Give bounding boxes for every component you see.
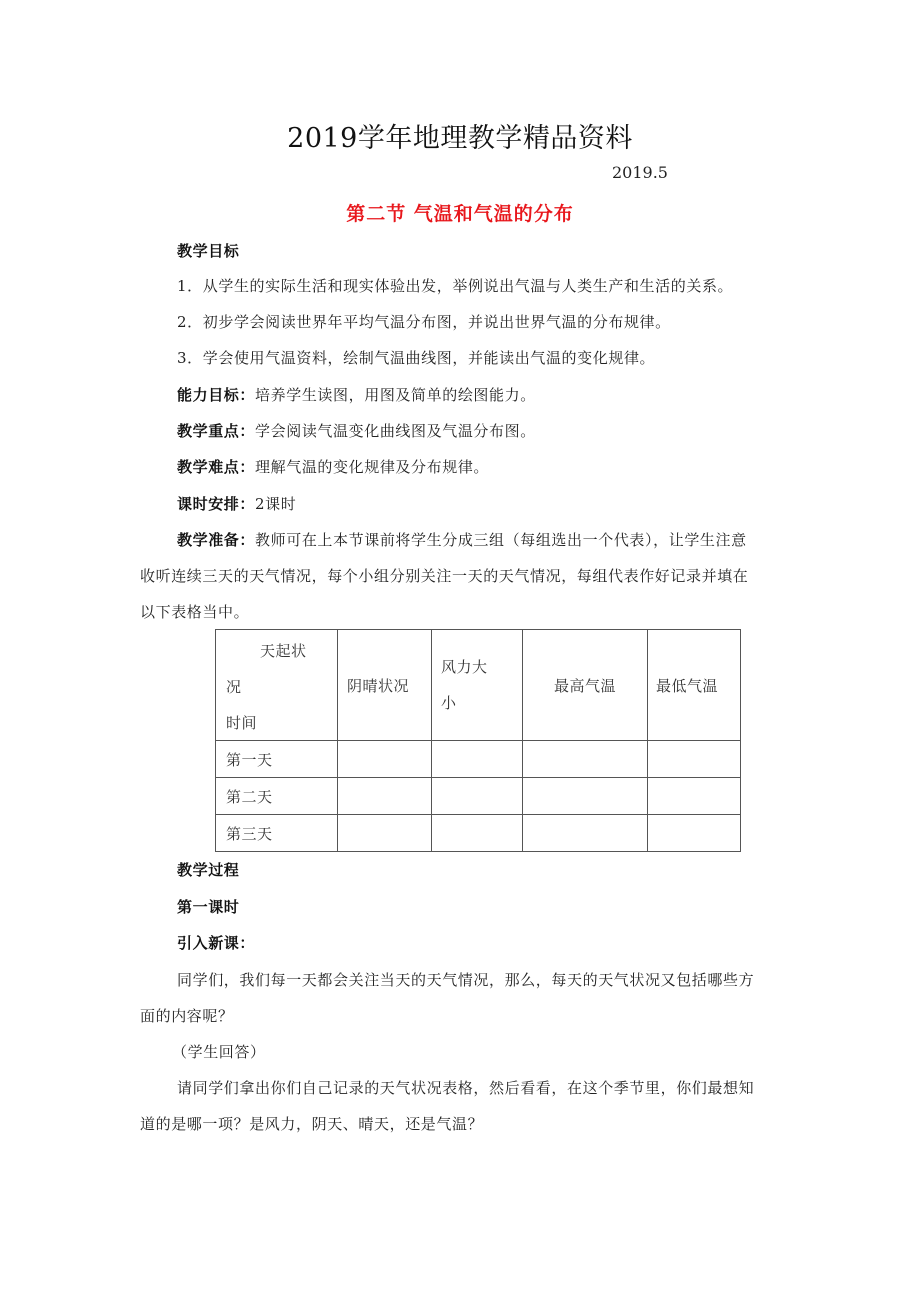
objectives-heading: 教学目标	[177, 242, 240, 260]
preparation-text: 教师可在上本节课前将学生分成三组（每组选出一个代表），让学生注意	[255, 531, 747, 549]
paragraph-line: 面的内容呢？	[140, 1007, 234, 1025]
ability-goal	[177, 385, 536, 405]
table-header-cell: 阴晴状况	[338, 630, 432, 741]
table-row	[216, 778, 741, 815]
table-corner-cell	[216, 630, 338, 741]
table-header-row	[216, 630, 741, 741]
paragraph-line: 请同学们拿出你们自己记录的天气状况表格，然后看看，在这个季节里，你们最想知	[177, 1079, 755, 1097]
section-title: 第二节 气温和气温的分布	[346, 203, 574, 225]
corner-bottom-label: 时间	[226, 714, 258, 732]
objective-item: 3．学会使用气温资料，绘制气温曲线图，并能读出气温的变化规律。	[177, 349, 656, 367]
table-cell	[338, 741, 432, 778]
preparation-line: 收听连续三天的天气情况，每个小组分别关注一天的天气情况，每组代表作好记录并填在	[140, 567, 749, 585]
ability-goal-text: 培养学生读图，用图及简单的绘图能力。	[255, 386, 536, 404]
class-hours-text: 2课时	[255, 495, 297, 513]
document-title: 2019学年地理教学精品资料	[287, 123, 633, 154]
teaching-focus-text: 学会阅读气温变化曲线图及气温分布图。	[255, 422, 536, 440]
wind-header-line2: 小	[441, 694, 457, 712]
paragraph-line: 道的是哪一项？是风力，阴天、晴天，还是气温？	[140, 1115, 484, 1133]
table-row	[216, 741, 741, 778]
table-cell	[523, 815, 648, 852]
table-cell	[432, 778, 523, 815]
document-date: 2019.5	[612, 163, 668, 182]
class-hours	[177, 494, 296, 514]
ability-goal-label: 能力目标：	[177, 386, 256, 404]
objective-item: 1．从学生的实际生活和现实体验出发，举例说出气温与人类生产和生活的关系。	[177, 277, 734, 295]
table-cell	[432, 815, 523, 852]
teaching-focus	[177, 421, 536, 441]
process-heading: 教学过程	[177, 861, 240, 879]
row-label: 第三天	[216, 815, 338, 852]
row-label: 第一天	[216, 741, 338, 778]
table-cell	[432, 741, 523, 778]
teaching-difficulty	[177, 457, 489, 477]
table-header-cell	[432, 630, 523, 741]
row-label: 第二天	[216, 778, 338, 815]
table-cell	[338, 778, 432, 815]
table-header-cell: 最高气温	[523, 630, 648, 741]
table-cell	[648, 778, 741, 815]
class-hours-label: 课时安排：	[177, 495, 256, 513]
table-header-cell: 最低气温	[648, 630, 741, 741]
weather-record-table	[215, 629, 741, 852]
lesson-heading: 第一课时	[177, 898, 240, 916]
teaching-difficulty-label: 教学难点：	[177, 458, 256, 476]
intro-heading: 引入新课：	[177, 934, 256, 952]
corner-top-label: 天起状	[260, 642, 307, 660]
student-answer-note: （学生回答）	[172, 1043, 266, 1061]
table-cell	[648, 815, 741, 852]
objective-item: 2．初步学会阅读世界年平均气温分布图，并说出世界气温的分布规律。	[177, 313, 671, 331]
table-cell	[648, 741, 741, 778]
table-cell	[523, 741, 648, 778]
table-row	[216, 815, 741, 852]
table-cell	[338, 815, 432, 852]
wind-header-line1: 风力大	[441, 658, 488, 676]
preparation-label: 教学准备：	[177, 531, 256, 549]
preparation-line: 以下表格当中。	[140, 603, 250, 621]
paragraph-line: 同学们，我们每一天都会关注当天的天气情况，那么，每天的天气状况又包括哪些方	[177, 971, 755, 989]
teaching-focus-label: 教学重点：	[177, 422, 256, 440]
table-cell	[523, 778, 648, 815]
preparation-line	[177, 530, 747, 550]
teaching-difficulty-text: 理解气温的变化规律及分布规律。	[255, 458, 490, 476]
corner-middle-label: 况	[226, 678, 242, 696]
